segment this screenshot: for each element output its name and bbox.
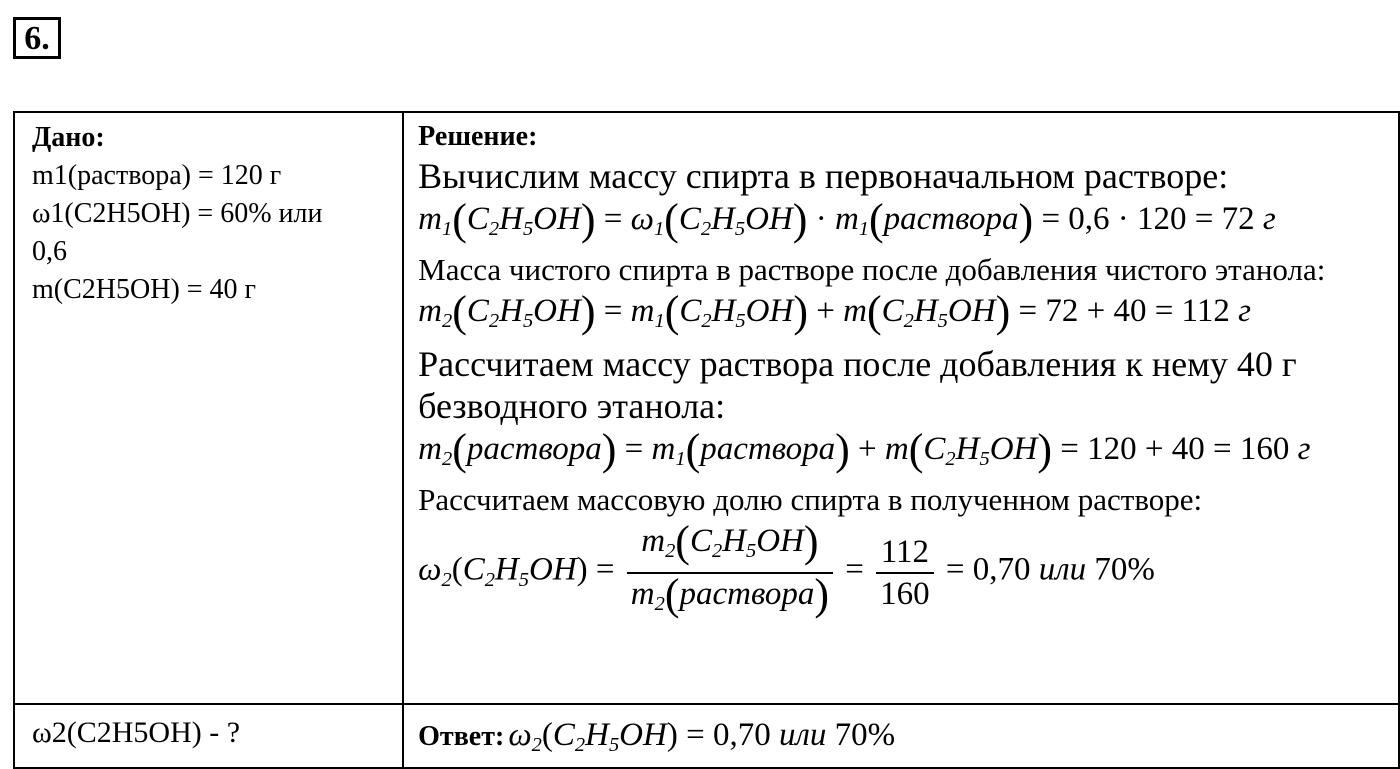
formula-1: $m_1(C_2H_5OH) = \omega_1(C_2H_5OH)$ · $m_1(раствора) = 0,6 \cdot 120 = 72$ г: [418, 195, 1276, 244]
answer-percent: 70%: [834, 717, 896, 753]
or-word: или: [1038, 552, 1087, 589]
step1-value: = 0,6 · 120 = 72: [1041, 201, 1255, 237]
find-cell: [14, 704, 403, 768]
find-text: ω2(C2H5OH) - ?: [32, 716, 241, 749]
solution-word: раствора: [466, 431, 602, 468]
step2-value: = 72 + 40 = 112: [1018, 293, 1230, 330]
step4-value: = 0,70: [945, 552, 1031, 589]
given-line: 0,6: [32, 236, 67, 267]
unit-g: г: [1238, 293, 1251, 330]
formula-2: $m_2(C_2H_5OH) = m_1(C_2H_5OH) + m(C_2H_5OH) = 72 + 40 = 112$ г: [418, 287, 1251, 337]
step1-text: Вычислим массу спирта в первоначальном растворе:: [418, 156, 1229, 196]
step3-text: Рассчитаем массу раствора после добавления к нему 40 г безводного этанола:: [418, 344, 1297, 427]
solution-cell: [403, 112, 1399, 704]
fraction-main: $\frac{m_2(C_2H_5OH)}{m_2(раствора)}$: [627, 521, 833, 623]
unit-g: г: [1297, 431, 1311, 468]
solution-word: раствора: [700, 431, 836, 468]
percent: 70%: [1094, 552, 1155, 589]
given-line: m1(раствора) = 120 г: [32, 160, 282, 191]
solution-word: раствора: [883, 201, 1019, 237]
step2-text: Масса чистого спирта в растворе после добавления чистого этанола:: [418, 252, 1326, 288]
step3-value: = 120 + 40 = 160: [1060, 431, 1290, 468]
answer-value: = 0,70: [686, 717, 771, 753]
frac-den: 160: [876, 572, 934, 614]
step4-text: Рассчитаем массовую долю спирта в полученном растворе:: [418, 482, 1203, 518]
fraction-values: [876, 532, 934, 614]
unit-g: г: [1262, 201, 1276, 237]
answer-label: Ответ:: [418, 721, 505, 752]
answer-formula: $\omega_2(C_2H_5OH) = 0,70$ или 70%: [508, 717, 896, 757]
given-line: m(C2H5OH) = 40 г: [32, 274, 257, 305]
frac-num: 112: [880, 533, 930, 570]
solution-header: Решение:: [418, 121, 538, 152]
answer-cell: [403, 704, 1399, 768]
solution-word: раствора: [679, 575, 815, 612]
formula-3: $m_2(раствора)$ = $m_1(раствора) + m(C_2H_5OH) = 120 + 40 = 160$ г: [418, 425, 1311, 475]
given-line: ω1(C2H5OH) = 60% или: [32, 198, 323, 229]
task-table: [13, 111, 1400, 769]
answer-or: или: [778, 717, 827, 753]
given-header: Дано:: [32, 122, 105, 153]
formula-4: $\omega_2(C_2H_5OH)$ = $\frac{m_2(C_2H_5OH)}{m_2(раствора)}$ = $\frac{112}{160}$ = 0,70 или 70%: [418, 521, 1398, 623]
given-cell: [14, 112, 403, 704]
task-number: 6.: [13, 17, 61, 59]
